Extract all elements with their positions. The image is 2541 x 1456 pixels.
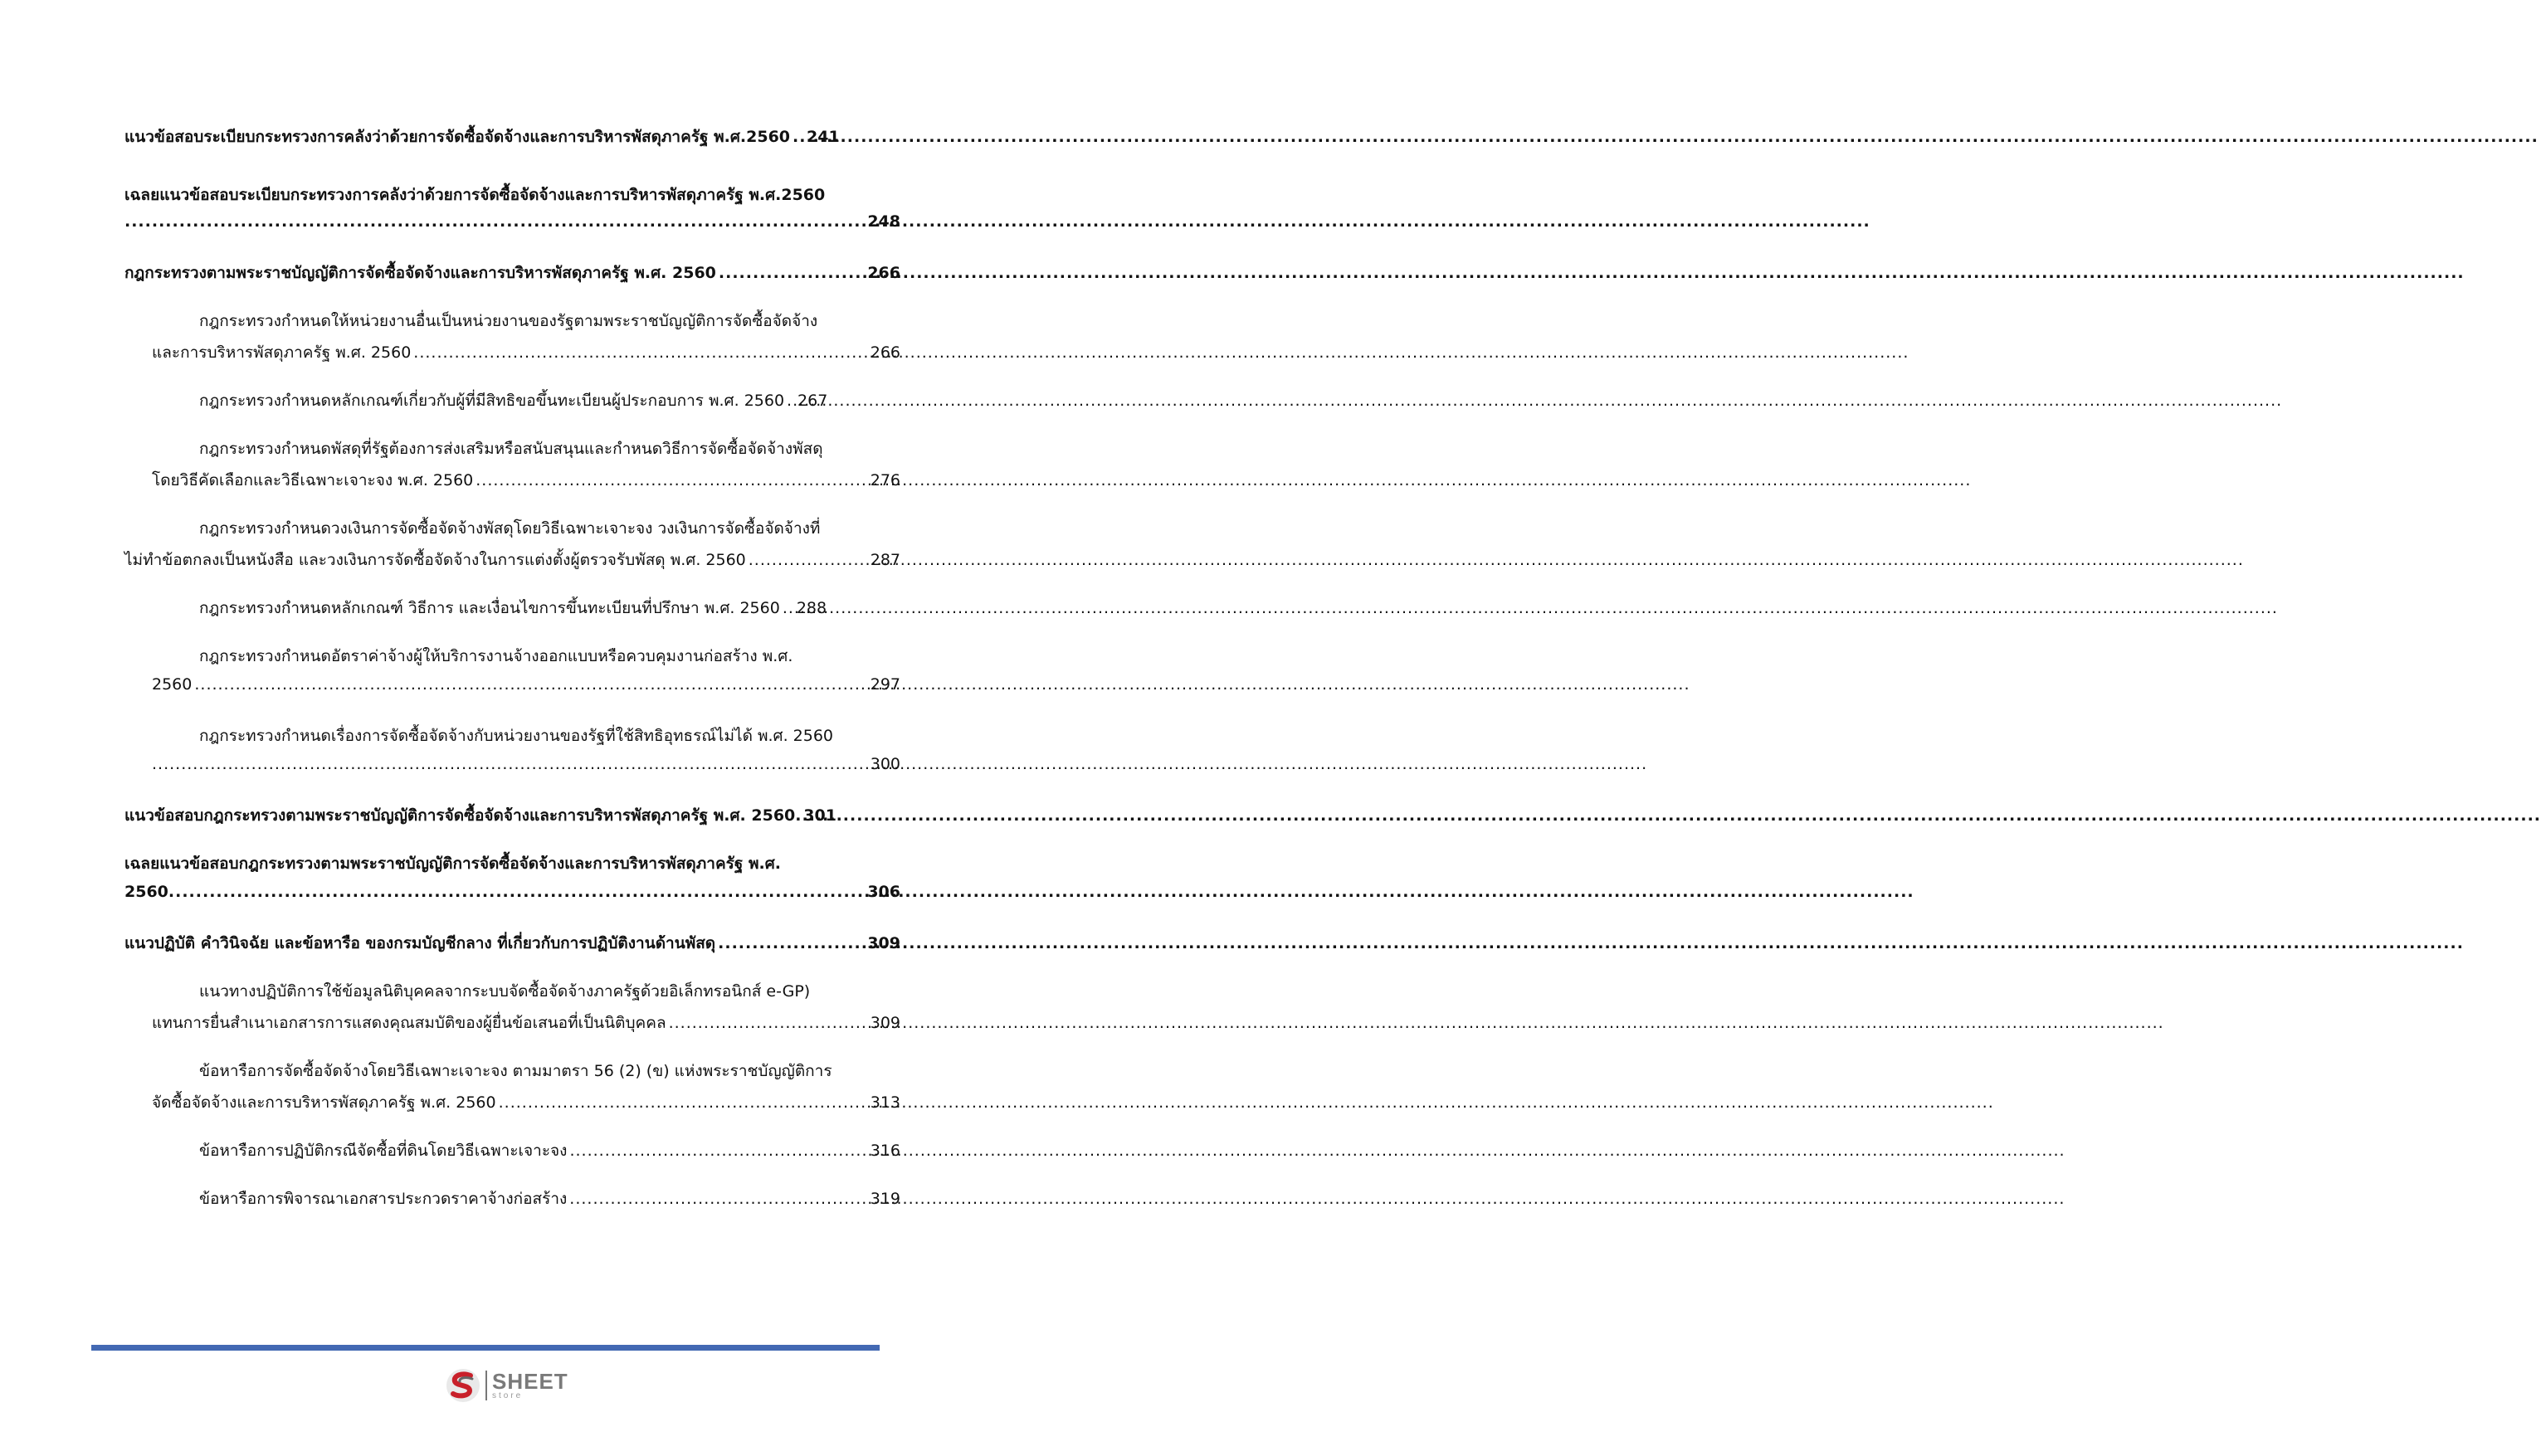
toc-entry-title: ข้อหารือการปฏิบัติกรณีจัดซื้อที่ดินโดยวิธีเฉพาะเจาะจง xyxy=(199,1142,568,1160)
logo-text: SHEET xyxy=(492,1369,568,1394)
toc-entry-title: เฉลยแนวข้อสอบระเบียบกระทรวงการคลังว่าด้วยการจัดซื้อจัดจ้างและการบริหารพัสดุภาครัฐ พ.ศ.2560 xyxy=(124,186,826,204)
toc-entry-title: กฎกระทรวงกำหนดอัตราค่าจ้างผู้ให้บริการงานจ้างออกแบบหรือควบคุมงานก่อสร้าง พ.ศ. xyxy=(199,647,793,665)
dot-leader xyxy=(749,551,868,569)
dot-leader xyxy=(413,343,867,362)
toc-entry-page: 266 xyxy=(870,343,900,362)
toc-entry-line2[interactable] xyxy=(124,212,900,239)
logo-divider xyxy=(485,1371,487,1400)
toc-entry-page: 301 xyxy=(803,806,836,825)
toc-entry-page: 297 xyxy=(870,675,900,694)
toc-subentry-line1[interactable] xyxy=(124,723,900,750)
toc-entry-title-cont: โดยวิธีคัดเลือกและวิธีเฉพาะเจาะจง พ.ศ. 2560 xyxy=(152,471,474,489)
dot-leader xyxy=(795,806,803,825)
toc-subentry-line1[interactable] xyxy=(124,644,900,670)
footer-rule xyxy=(91,1345,880,1351)
toc-subentry-line2[interactable] xyxy=(124,468,900,494)
toc-subentry[interactable] xyxy=(124,596,900,622)
dot-leader xyxy=(669,1014,868,1032)
toc-entry-page: 319 xyxy=(870,1190,900,1208)
toc-subentry-line2[interactable] xyxy=(124,755,900,782)
toc-entry-title-cont: 2560 xyxy=(124,883,168,901)
toc-subentry-line1[interactable] xyxy=(124,436,900,463)
toc-entry[interactable] xyxy=(124,261,900,287)
toc-entry-page: 313 xyxy=(870,1093,900,1112)
toc-subentry-line1[interactable] xyxy=(124,516,900,543)
footer-logo xyxy=(446,1365,587,1406)
dot-leader xyxy=(168,883,865,901)
dot-leader xyxy=(718,934,865,952)
toc-entry-page: 266 xyxy=(867,264,900,282)
toc-entry-title: กฎกระทรวงกำหนดพัสดุที่รัฐต้องการส่งเสริมหรือสนับสนุนและกำหนดวิธีการจัดซื้อจัดจ้างพัสดุ xyxy=(199,440,823,458)
dot-leader xyxy=(783,599,794,617)
toc-entry-page: 309 xyxy=(867,934,900,952)
toc-entry-page: 248 xyxy=(867,212,900,231)
toc-entry-title: ข้อหารือการพิจารณาเอกสารประกวดราคาจ้างก่อสร้าง xyxy=(199,1190,568,1208)
toc-entry-title: กฎกระทรวงกำหนดเรื่องการจัดซื้อจัดจ้างกับหน่วยงานของรัฐที่ใช้สิทธิอุทธรณ์ไม่ได้ พ.ศ. 2560 xyxy=(199,727,833,745)
toc-entry[interactable] xyxy=(124,124,900,151)
logo-wordmark xyxy=(492,1371,568,1400)
dot-leader xyxy=(124,212,865,231)
toc-subentry-line2[interactable] xyxy=(124,340,900,367)
toc-entry-title: กฎกระทรวงกำหนดวงเงินการจัดซื้อจัดจ้างพัสดุโดยวิธีเฉพาะเจาะจง วงเงินการจัดซื้อจัดจ้างที่ xyxy=(199,519,821,538)
toc-entry-title-cont: จัดซื้อจัดจ้างและการบริหารพัสดุภาครัฐ พ.ศ. 2560 xyxy=(152,1093,496,1112)
table-of-contents xyxy=(124,124,900,1213)
dot-leader xyxy=(569,1142,867,1160)
toc-subentry-line1[interactable] xyxy=(124,979,900,1006)
toc-subentry[interactable] xyxy=(124,1186,900,1213)
dot-leader xyxy=(569,1190,867,1208)
toc-subentry[interactable] xyxy=(124,1138,900,1165)
toc-entry-line2[interactable] xyxy=(124,883,900,909)
toc-entry-page: 316 xyxy=(870,1142,900,1160)
toc-entry-title-cont: แทนการยื่นสำเนาเอกสารการแสดงคุณสมบัติของผู้ยื่นข้อเสนอที่เป็นนิติบุคคล xyxy=(152,1014,666,1032)
toc-entry-title: แนวข้อสอบระเบียบกระทรวงการคลังว่าด้วยการจัดซื้อจัดจ้างและการบริหารพัสดุภาครัฐ พ.ศ.2560 xyxy=(124,128,791,146)
toc-entry-title: กฎกระทรวงตามพระราชบัญญัติการจัดซื้อจัดจ้างและการบริหารพัสดุภาครัฐ พ.ศ. 2560 xyxy=(124,264,716,282)
logo-subtext: store xyxy=(492,1391,524,1400)
toc-entry-title-cont: ไม่ทำข้อตกลงเป็นหนังสือ และวงเงินการจัดซื้อจัดจ้างในการแต่งตั้งผู้ตรวจรับพัสดุ พ.ศ. 2560 xyxy=(124,551,746,569)
toc-entry-title: แนวทางปฏิบัติการใช้ข้อมูลนิติบุคคลจากระบบจัดซื้อจัดจ้างภาครัฐด้วยอิเล็กทรอนิกส์ e-GP) xyxy=(199,982,811,1001)
toc-entry-title: เฉลยแนวข้อสอบกฎกระทรวงตามพระราชบัญญัติการจัดซื้อจัดจ้างและการบริหารพัสดุภาครัฐ พ.ศ. xyxy=(124,855,781,873)
toc-subentry-line2[interactable] xyxy=(124,1090,900,1117)
toc-entry-page: 306 xyxy=(867,883,900,901)
toc-entry-line1[interactable] xyxy=(124,183,900,209)
toc-subentry-line2[interactable] xyxy=(124,675,900,702)
toc-subentry[interactable] xyxy=(124,388,900,415)
toc-entry-title: กฎกระทรวงกำหนดให้หน่วยงานอื่นเป็นหน่วยงานของรัฐตามพระราชบัญญัติการจัดซื้อจัดจ้าง xyxy=(199,312,818,330)
toc-entry-title-cont: และการบริหารพัสดุภาครัฐ พ.ศ. 2560 xyxy=(152,343,412,362)
toc-entry-page: 288 xyxy=(796,599,827,617)
toc-entry-title-cont: 2560 xyxy=(152,675,193,694)
toc-entry-title: แนวปฏิบัติ คำวินิจฉัย และข้อหารือ ของกรมบัญชีกลาง ที่เกี่ยวกับการปฏิบัติงานด้านพัสดุ xyxy=(124,934,716,952)
toc-entry-page: 267 xyxy=(797,392,828,410)
dot-leader xyxy=(793,128,804,146)
toc-subentry-line2[interactable] xyxy=(124,548,900,574)
toc-subentry-line1[interactable] xyxy=(124,309,900,335)
toc-entry[interactable] xyxy=(124,803,900,830)
toc-subentry-line2[interactable] xyxy=(124,1010,900,1037)
dot-leader xyxy=(152,755,868,773)
toc-entry-page: 241 xyxy=(807,128,840,146)
dot-leader xyxy=(719,264,865,282)
toc-entry-title: ข้อหารือการจัดซื้อจัดจ้างโดยวิธีเฉพาะเจาะจง ตามมาตรา 56 (2) (ข) แห่งพระราชบัญญัติการ xyxy=(199,1062,832,1080)
toc-entry-page: 309 xyxy=(870,1014,900,1032)
sheet-store-logo-icon xyxy=(446,1368,480,1403)
toc-entry-line1[interactable] xyxy=(124,851,900,878)
toc-entry-page: 300 xyxy=(870,755,900,773)
dot-leader xyxy=(194,675,867,694)
dot-leader xyxy=(787,392,795,410)
toc-subentry-line1[interactable] xyxy=(124,1059,900,1085)
dot-leader xyxy=(499,1093,868,1112)
dot-leader xyxy=(476,471,867,489)
toc-entry-page: 287 xyxy=(870,551,900,569)
toc-entry-title: แนวข้อสอบกฎกระทรวงตามพระราชบัญญัติการจัดซื้อจัดจ้างและการบริหารพัสดุภาครัฐ พ.ศ. 2560 xyxy=(124,806,796,825)
toc-entry-title: กฎกระทรวงกำหนดหลักเกณฑ์เกี่ยวกับผู้ที่มีสิทธิขอขึ้นทะเบียนผู้ประกอบการ พ.ศ. 2560 xyxy=(199,392,785,410)
toc-entry-page: 276 xyxy=(870,471,900,489)
toc-entry-title: กฎกระทรวงกำหนดหลักเกณฑ์ วิธีการ และเงื่อนไขการขึ้นทะเบียนที่ปรึกษา พ.ศ. 2560 xyxy=(199,599,780,617)
toc-entry[interactable] xyxy=(124,931,900,957)
